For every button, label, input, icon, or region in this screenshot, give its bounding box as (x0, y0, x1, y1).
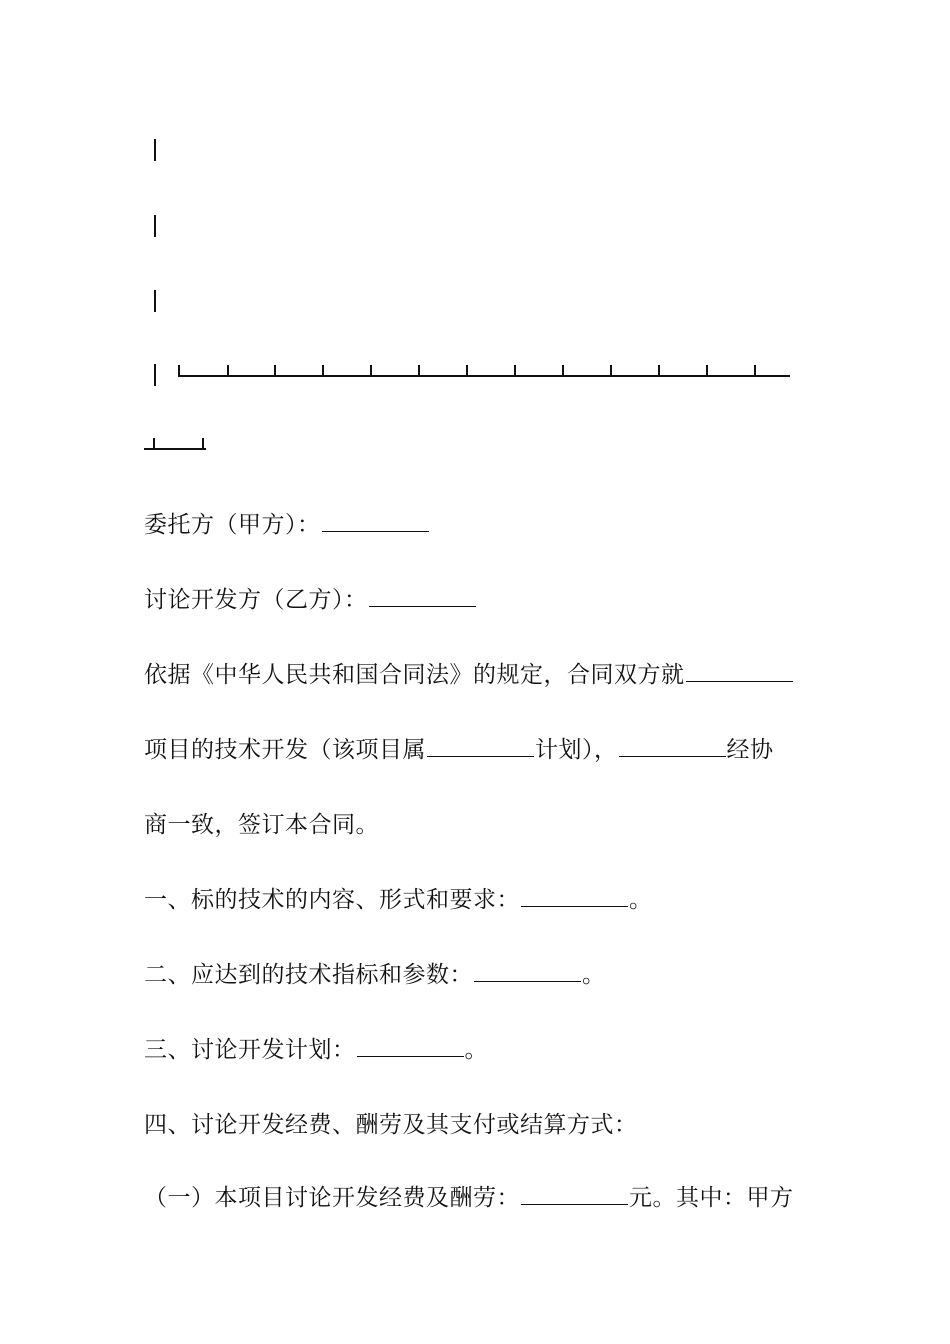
intro-text-2-middle: 计划）， (535, 737, 618, 763)
intro-text-3: 商一致，签订本合同。 (144, 812, 379, 838)
table-bottom-border-continued (144, 436, 206, 450)
clause-4-1-line (144, 1183, 794, 1213)
fee-amount-blank (521, 1184, 628, 1205)
intro-text-2-suffix: 经协 (726, 737, 774, 763)
party-blank (619, 736, 726, 757)
clause-1-suffix: 。 (629, 887, 653, 913)
table-border-mark (154, 290, 156, 312)
project-name-blank (686, 661, 793, 682)
party-a-label: 委托方（甲方）： (144, 512, 321, 538)
party-a-line (144, 510, 430, 540)
table-border-mark (154, 215, 156, 237)
party-b-blank (369, 586, 476, 607)
party-a-blank (322, 511, 429, 532)
table-border-mark (154, 364, 156, 386)
table-bottom-border (178, 359, 790, 377)
clause-2-line (144, 960, 606, 990)
clause-4-1-suffix: 元。其中：甲方 (629, 1185, 794, 1211)
clause-3-line (144, 1035, 488, 1065)
intro-text-2: 项目的技术开发（该项目属 (144, 737, 426, 763)
plan-blank (427, 736, 534, 757)
clause-1-blank (521, 886, 628, 907)
clause-2-text: 二、应达到的技术指标和参数： (144, 962, 473, 988)
intro-text-1: 依据《中华人民共和国合同法》的规定，合同双方就 (144, 662, 685, 688)
party-b-label: 讨论开发方（乙方）： (144, 587, 368, 613)
clause-1-line (144, 885, 653, 915)
intro-line-3 (144, 810, 379, 840)
clause-4-1-text: （一）本项目讨论开发经费及酬劳： (144, 1185, 520, 1211)
table-border-mark (154, 139, 156, 161)
clause-3-suffix: 。 (464, 1037, 488, 1063)
clause-3-blank (357, 1036, 464, 1057)
clause-2-blank (474, 961, 581, 982)
clause-4-text: 四、讨论开发经费、酬劳及其支付或结算方式： (144, 1112, 638, 1138)
clause-1-text: 一、标的技术的内容、形式和要求： (144, 887, 520, 913)
clause-3-text: 三、讨论开发计划： (144, 1037, 356, 1063)
party-b-line (144, 585, 477, 615)
clause-4-line (144, 1110, 638, 1140)
intro-line-2 (144, 735, 774, 765)
intro-line-1 (144, 660, 794, 690)
clause-2-suffix: 。 (582, 962, 606, 988)
